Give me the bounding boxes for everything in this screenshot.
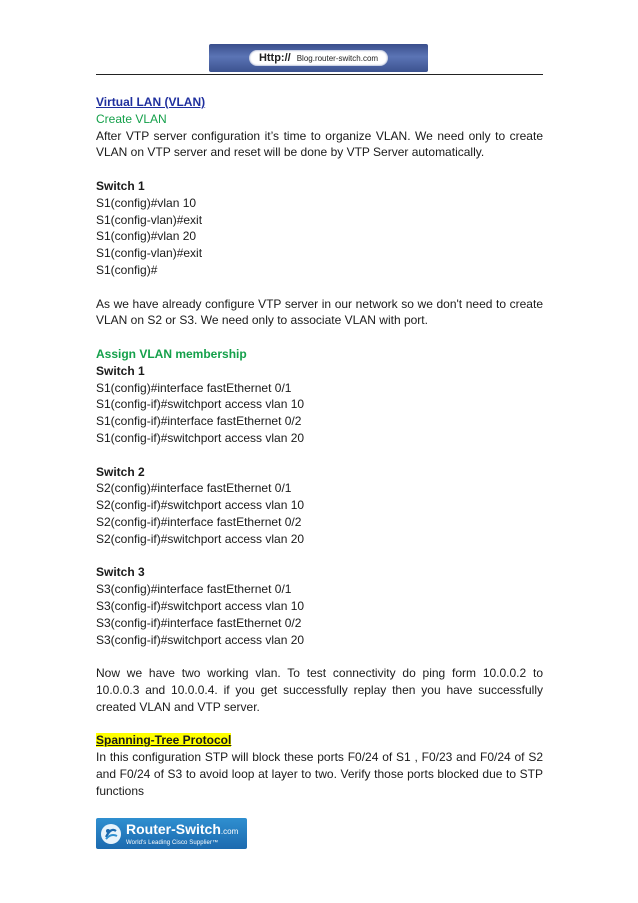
command-line: S2(config-if)#interface fastEthernet 0/2 — [96, 514, 302, 529]
banner-url-box — [249, 50, 388, 66]
command-line: S1(config)# — [96, 262, 158, 277]
command-line: S3(config-if)#switchport access vlan 10 — [96, 598, 305, 613]
doc-title[interactable]: Virtual LAN (VLAN) — [96, 95, 206, 109]
command-line: S3(config)#interface fastEthernet 0/1 — [96, 582, 292, 597]
command-line: S1(config-if)#switchport access vlan 20 — [96, 430, 305, 445]
stp-heading: Spanning-Tree Protocol — [96, 733, 232, 748]
create-commands — [96, 195, 543, 279]
intro-paragraph: After VTP server configuration it’s time to organize VLAN. We need only to create VLAN on VTP server and reset will be done by VTP Server automatically. — [96, 128, 543, 160]
command-line: S1(config)#vlan 20 — [96, 229, 197, 244]
logo-tld: .com — [220, 826, 239, 836]
banner-url: Blog.router-switch.com — [296, 53, 379, 63]
paragraph-connectivity: Now we have two working vlan. To test connectivity do ping form 10.0.0.2 to 10.0.0.3 and 10.0.0.4. if you get successfully replay then you have successfully created VLAN and VTP server. — [96, 666, 543, 714]
command-line: S1(config-if)#switchport access vlan 10 — [96, 397, 305, 412]
document-body — [96, 94, 543, 799]
switch1-label: Switch 1 — [96, 178, 145, 193]
command-line: S1(config-vlan)#exit — [96, 246, 203, 261]
globe-icon — [100, 823, 122, 845]
command-line: S2(config)#interface fastEthernet 0/1 — [96, 481, 292, 496]
logo-name: Router-Switch — [126, 820, 221, 837]
create-vlan-heading: Create VLAN — [96, 111, 167, 126]
header-banner — [209, 44, 428, 72]
assign-vlan-heading: Assign VLAN membership — [96, 346, 247, 361]
command-line: S3(config-if)#switchport access vlan 20 — [96, 632, 305, 647]
command-line: S1(config-vlan)#exit — [96, 212, 203, 227]
assign-s1-commands — [96, 380, 543, 447]
assign-s3-commands — [96, 581, 543, 648]
assign-s2-commands — [96, 480, 543, 547]
command-line: S3(config-if)#interface fastEthernet 0/2 — [96, 615, 302, 630]
assign-switch2-label: Switch 2 — [96, 464, 145, 479]
command-line: S2(config-if)#switchport access vlan 20 — [96, 531, 305, 546]
assign-switch1-label: Switch 1 — [96, 363, 145, 378]
paragraph-vtp: As we have already configure VTP server in our network so we don't need to create VLAN on S2 or S3. We need only to associate VLAN with port. — [96, 296, 543, 328]
command-line: S1(config)#interface fastEthernet 0/1 — [96, 380, 292, 395]
logo-tagline: World's Leading Cisco Supplier™ — [126, 839, 219, 846]
assign-switch3-label: Switch 3 — [96, 565, 145, 580]
header-divider — [96, 74, 543, 75]
paragraph-stp: In this configuration STP will block these ports F0/24 of S1 , F0/23 and F0/24 of S2 and F0/24 of S3 to avoid loop at layer to two. Verify those ports blocked due to STP functions — [96, 750, 543, 798]
command-line: S2(config-if)#switchport access vlan 10 — [96, 498, 305, 513]
router-switch-logo — [96, 818, 247, 849]
banner-protocol: Http:// — [258, 52, 291, 64]
command-line: S1(config)#vlan 10 — [96, 195, 197, 210]
command-line: S1(config-if)#interface fastEthernet 0/2 — [96, 414, 302, 429]
